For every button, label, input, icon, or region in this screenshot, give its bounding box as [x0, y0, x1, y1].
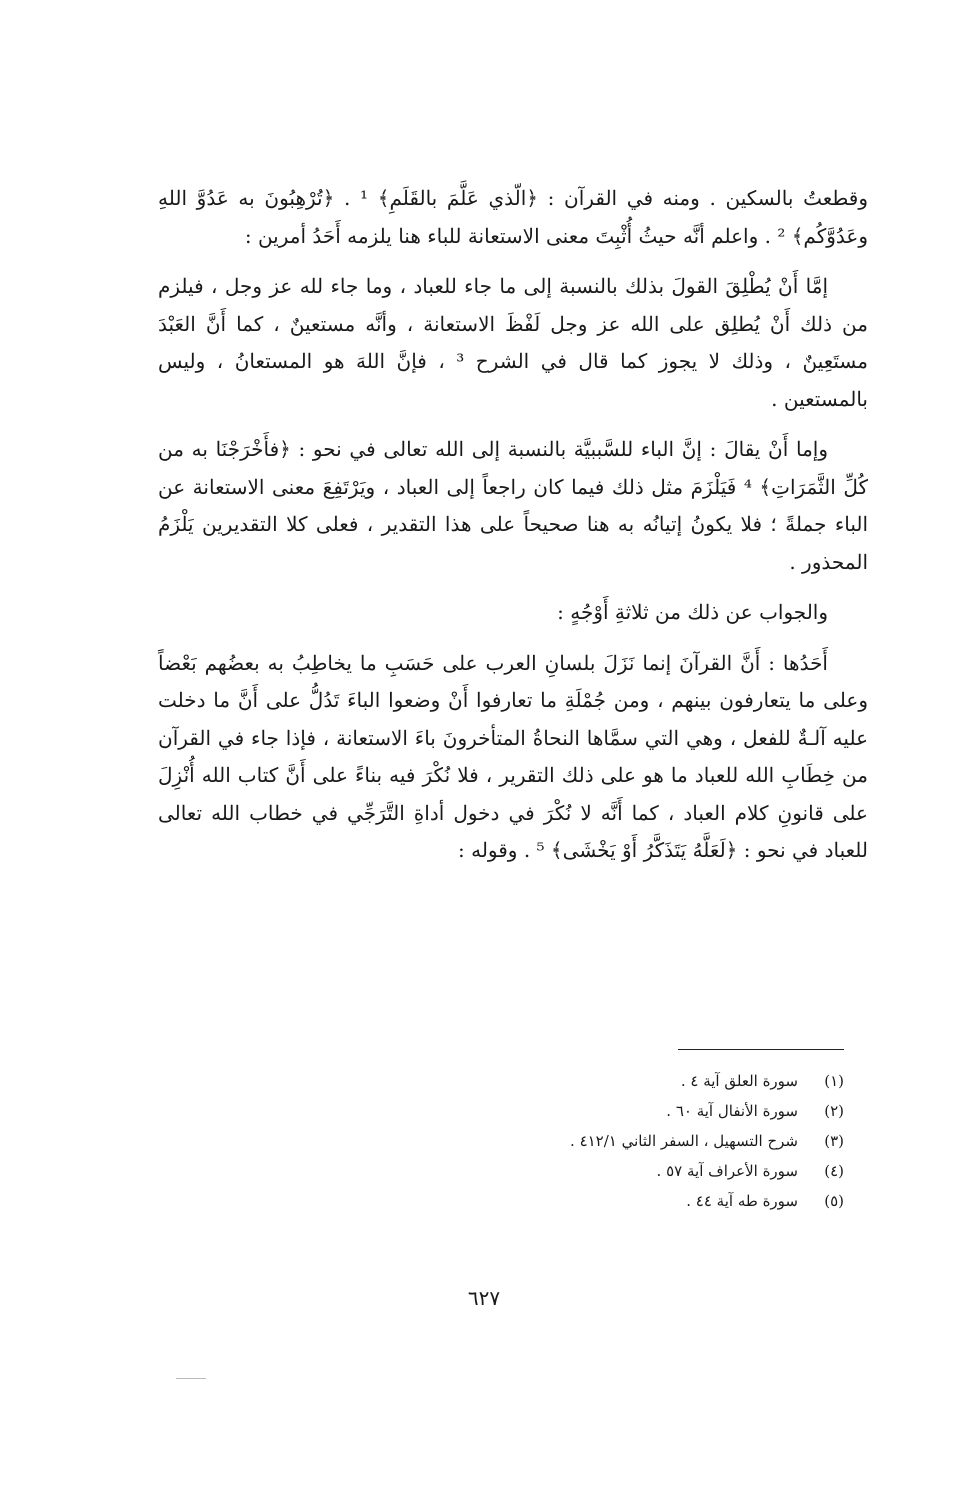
footnote-number: (١) — [824, 1072, 844, 1090]
paragraph-5: أَحَدُها : أَنَّ القرآنَ إنما نَزَلَ بلسانِ العرب على حَسَبِ ما يخاطِبُ به بعضُهم بَعْضاً وعلى ما يتعارفون بينهم ، ومن جُمْلَةِ ما تعارفوا أَنْ وضعوا الباءَ تَدُلُّ على أَنَّ ما دخلت عليه آلـةٌ للفعل ، وهي التي سمَّاها النحاةُ المتأخرونَ باءَ الاستعانة ، فإذا جاء في القرآن من خِطَابِ الله للعباد ما هو على ذلك التقرير ، فلا نُكْرَ فيه بناءً على أَنَّ كتاب الله أُنْزِلَ على قانونِ كلام العباد ، كما أَنَّه لا نُكْرَ في دخول أداةِ التَّرَجِّي في خطاب الله تعالى للعباد في نحو : ﴿لَعَلَّهُ يَتَذَكَّرُ أَوْ يَخْشَى﴾ ⁵ . وقوله : — [158, 650, 868, 862]
footnote-5 — [144, 1186, 844, 1216]
footnote-number: (٢) — [824, 1102, 844, 1120]
paragraph-3: وإما أَنْ يقالَ : إنَّ الباء للسَّببيَّة بالنسبة إلى الله تعالى في نحو : ﴿فأَخْرَجْنَا به من كُلِّ الثَّمَرَاتِ﴾ ⁴ فَيَلْزَمَ مثل ذلك فيما كان راجعاً إلى العباد ، ويَرْتَفِعَ معنى الاستعانة عن الباء جملةً ؛ فلا يكونُ إتيانُه به هنا صحيحاً على هذا التقدير ، فعلى كلا التقديرين يَلْزَمُ المحذور . — [158, 437, 868, 574]
footnote-4 — [144, 1156, 844, 1186]
footnote-3 — [144, 1126, 844, 1156]
paragraph-2: إمَّا أَنْ يُطْلِقَ القولَ بذلك بالنسبة إلى ما جاء للعباد ، وما جاء لله عز وجل ، فيلزم من ذلك أَنْ يُطلِق على الله عز وجل لَفْظَ الاستعانة ، وأنَّه مستعينٌ ، كما أَنَّ العَبْدَ مستَعِينٌ ، وذلك لا يجوز كما قال في الشرح ³ ، فإنَّ اللهَ هو المستعانُ ، وليس بالمستعين . — [158, 274, 868, 411]
footnote-text: سورة الأعراف آية ٥٧ . — [656, 1162, 798, 1180]
page-number: ٦٢٧ — [467, 1286, 501, 1310]
footnote-text: سورة الأنفال آية ٦٠ . — [666, 1102, 798, 1120]
paragraph-1: وقطعتُ بالسكين . ومنه في القرآن : ﴿الّذي عَلَّمَ بالقَلَمِ﴾ ¹ . ﴿تُرْهِبُونَ به عَدُوَّ اللهِ وعَدُوَّكُم﴾ ² . واعلم أنَّه حيثُ أُثْبِتَ معنى الاستعانة للباء هنا يلزمه أَحَدُ أمرين : — [158, 186, 868, 248]
scan-mark — [176, 1378, 206, 1379]
footnotes — [144, 1066, 844, 1216]
footnote-number: (٣) — [824, 1132, 844, 1150]
footnote-divider — [678, 1049, 844, 1050]
footnote-number: (٤) — [824, 1162, 844, 1180]
main-text — [158, 180, 868, 883]
footnote-text: شرح التسهيل ، السفر الثاني ٤١٢/١ . — [570, 1132, 798, 1150]
footnote-text: سورة طه آية ٤٤ . — [686, 1192, 798, 1210]
footnote-1 — [144, 1066, 844, 1096]
footnote-2 — [144, 1096, 844, 1126]
footnote-number: (٥) — [824, 1192, 844, 1210]
paragraph-4: والجواب عن ذلك من ثلاثةِ أَوْجُهٍ : — [557, 600, 828, 624]
footnote-text: سورة العلق آية ٤ . — [680, 1072, 798, 1090]
